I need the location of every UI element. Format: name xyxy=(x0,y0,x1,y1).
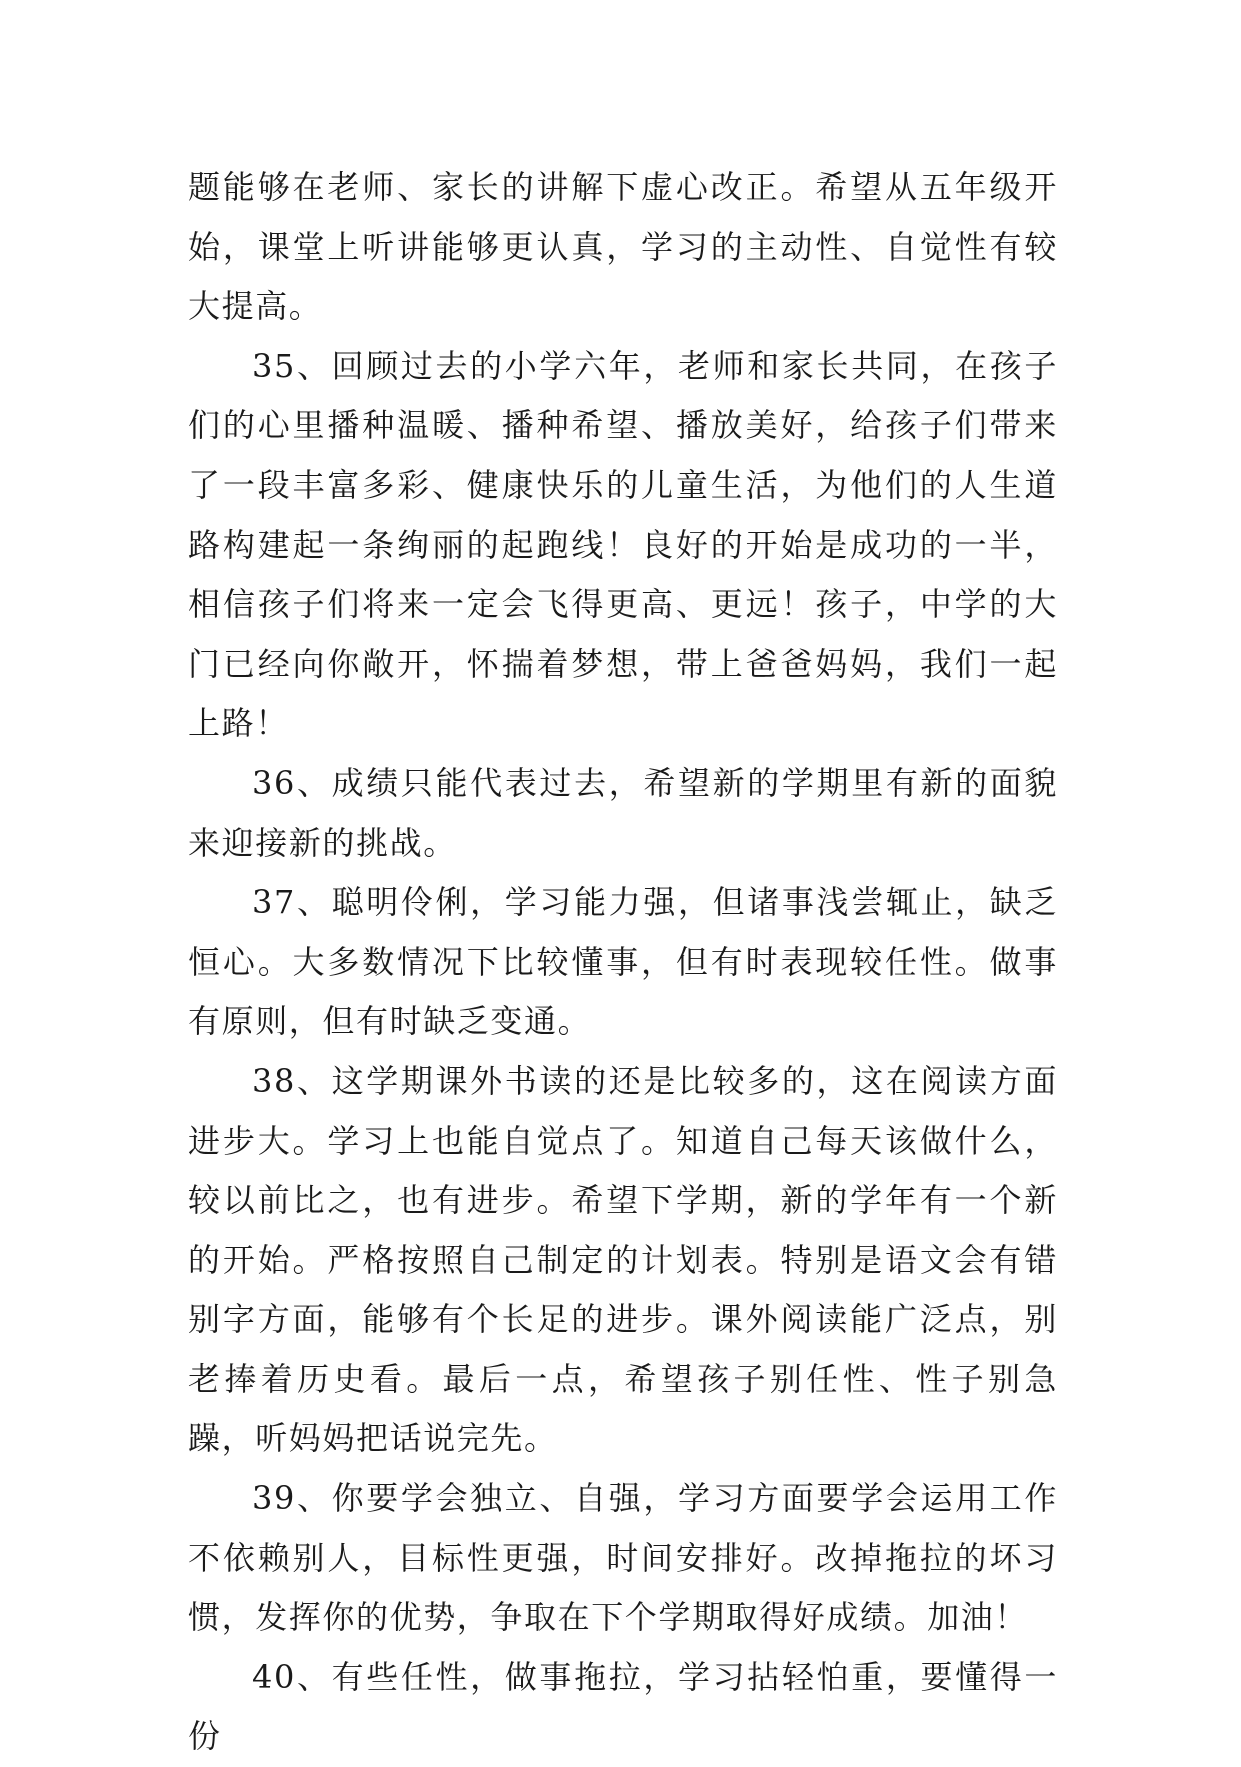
paragraph-continued: 题能够在老师、家长的讲解下虚心改正。希望从五年级开始，课堂上听讲能够更认真，学习的主动性、自觉性有较大提高。 xyxy=(188,168,1058,326)
paragraph-38: 38、这学期课外书读的还是比较多的，这在阅读方面进步大。学习上也能自觉点了。知道自己每天该做什么，较以前比之，也有进步。希望下学期，新的学年有一个新的开始。严格按照自己制定的计划表。特别是语文会有错别字方面，能够有个长足的进步。课外阅读能广泛点，别老捧着历史看。最后一点，希望孩子别任性、性子别急躁，听妈妈把话说完先。 xyxy=(188,1061,1058,1458)
paragraph-36: 36、成绩只能代表过去，希望新的学期里有新的面貌来迎接新的挑战。 xyxy=(188,763,1058,862)
paragraph-40: 40、有些任性，做事拖拉，学习拈轻怕重，要懂得一份 xyxy=(188,1657,1058,1756)
paragraph-35: 35、回顾过去的小学六年，老师和家长共同，在孩子们的心里播种温暖、播种希望、播放美好，给孩子们带来了一段丰富多彩、健康快乐的儿童生活，为他们的人生道路构建起一条绚丽的起跑线！良好的开始是成功的一半，相信孩子们将来一定会飞得更高、更远！孩子，中学的大门已经向你敞开，怀揣着梦想，带上爸爸妈妈，我们一起上路！ xyxy=(188,346,1058,743)
document-body xyxy=(188,158,1058,1767)
paragraph-39: 39、你要学会独立、自强，学习方面要学会运用工作不依赖别人，目标性更强，时间安排好。改掉拖拉的坏习惯，发挥你的优势，争取在下个学期取得好成绩。加油！ xyxy=(188,1479,1058,1637)
paragraph-37: 37、聪明伶俐，学习能力强，但诸事浅尝辄止，缺乏恒心。大多数情况下比较懂事，但有时表现较任性。做事有原则，但有时缺乏变通。 xyxy=(188,883,1058,1041)
